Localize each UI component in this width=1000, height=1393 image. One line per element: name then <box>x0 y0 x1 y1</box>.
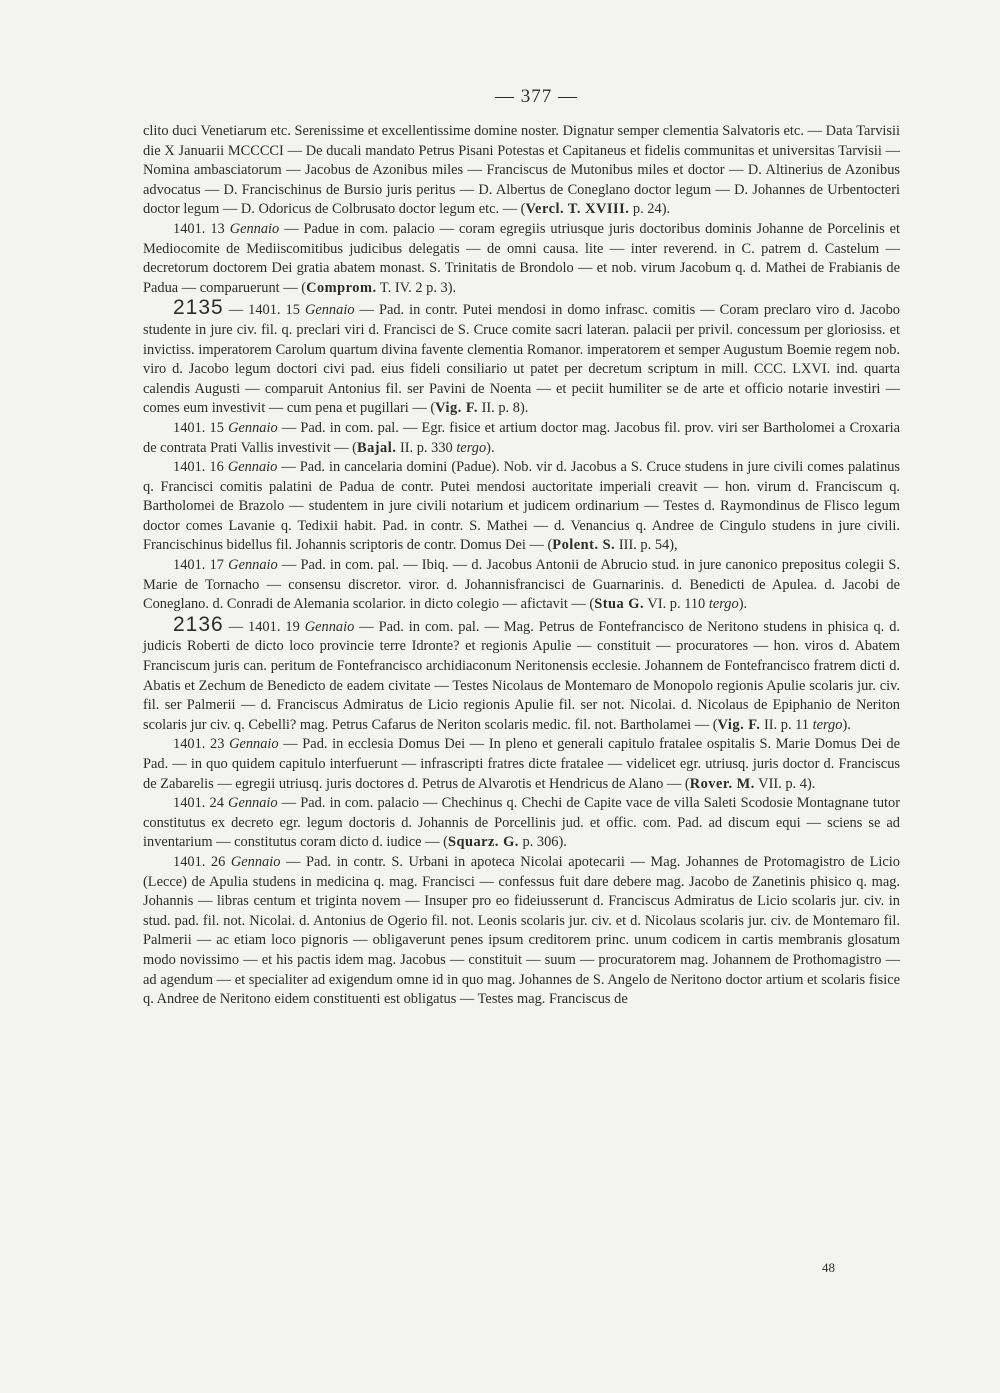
entry-number: 2135 <box>173 296 224 320</box>
paragraph <box>143 853 900 1010</box>
page-number: — 377 — <box>495 86 578 107</box>
italic-text: Gennaio <box>229 220 280 237</box>
italic-text: Gennaio <box>304 618 355 635</box>
text-segment: 1401. 23 <box>173 736 230 753</box>
text-segment: — Pad. in contr. Putei mendosi in domo infrasc. comitis — Coram preclaro viro d. Jacobo studente in jure civ. fil. q. preclari viri d. Francisci de S. Cruce comite sacri lateran. palacii per privil. concessum per gloriosiss. et invictiss. imperatorem Carolum quartum divina favente clementia Romanor. imperatorem et semper Augustum Boemie regem nob. viro d. Jacobo legum doctori civi pad. eius fideli consiliario ut patet per decretum scriptum in mill. CCC. LXVI. ind. quarta calendis Augusti — comparuit Antonius fil. ser Pavini de Noenta — et peciit humiliter se de arte et officio notarie investiri — comes eum investivit — cum pena et pugillari — ( <box>143 302 900 417</box>
text-segment: III. p. 54), <box>615 537 678 554</box>
paragraph <box>143 298 900 419</box>
italic-text: Gennaio <box>228 419 278 436</box>
paragraph <box>143 122 900 220</box>
paragraph <box>143 612 900 736</box>
text-segment: II. p. 8). <box>477 400 529 417</box>
paragraph <box>143 419 900 458</box>
source-reference: Comprom. <box>306 279 377 296</box>
text-segment: 1401. 17 <box>173 557 229 574</box>
paragraph <box>143 556 900 615</box>
text-segment: — Pad. in com. palacio — Chechinus q. Chechi de Capite vace de villa Saleti Scodosie Montagnane tutor constitutus ex decreto egr. legum doctoris d. Johannis de Porcellinis jud. et offic. com. Pad. ad discum equi — sciens se ad inventarium — constitutus coram dicto d. iudice — ( <box>143 795 900 851</box>
text-segment: p. 24). <box>629 201 671 218</box>
source-reference: Vig. F. <box>717 716 761 733</box>
text-segment: ). <box>842 716 851 733</box>
source-reference: Vercl. T. XVIII. <box>525 201 630 218</box>
paragraph <box>143 220 900 298</box>
source-reference: Stua G. <box>594 596 645 613</box>
italic-text: Gennaio <box>228 795 278 812</box>
paragraph <box>143 794 900 853</box>
italic-text: Gennaio <box>228 557 278 574</box>
italic-text: Gennaio <box>230 853 281 870</box>
text-segment: 1401. 26 <box>173 853 231 870</box>
text-segment: VII. p. 4). <box>754 775 816 792</box>
text-segment: VI. p. 110 <box>644 596 709 613</box>
paragraph <box>143 735 900 794</box>
text-segment: — Pad. in com. pal. — Mag. Petrus de Fontefrancisco de Neritono studens in phisica q. d. judicis Roberti de dicto loco provincie terre Idronte? et regionis Apulie — constituit — procuratores — hon. viros d. Abatem Franciscum juris can. peritum de Fontefrancisco archidiaconum Neritonensis ecclesie. Johannem de Fontefrancisco fratrem dicti d. Abatis et Zechum de Benedicto de eadem civitate — Testes Nicolaus de Montemaro de Monopolo regionis Apulie scolaris jur. civ. fil. ser Palmerii — d. Franciscus Admiratus de Licio regionis Apulie fil. ser not. Nicolai. d. Nicolaus de Epiphanio de Neriton scolaris jur civ. q. Cebelli? mag. Petrus Cafarus de Neriton scolaris medic. fil. not. Bartholamei — ( <box>143 618 900 733</box>
entry-number: 2136 <box>173 612 224 636</box>
document-body <box>143 122 900 1010</box>
text-segment: — Pad. in contr. S. Urbani in apoteca Nicolai apotecarii — Mag. Johannes de Protomagistro de Licio (Lecce) de Apulia studens in medicina q. mag. Francisci — confessus fuit dare debere mag. Jacobo de Zanetinis phisico q. mag. Johannis — libras centum et triginta novem — Insuper pro eo fideiusserunt d. Franciscus Admiratus de Licio scolaris jur. civ. in stud. pad. fil. not. Nicolai. d. Antonius de Ogerio fil. not. Leonis scolaris jur. civ. et d. Nicolaus scolaris jur. civ. de Montemaro fil. Palmerii — ac etiam loco pignoris — obligaverunt penes ipsum creditorem princ. unum codicem in cartis membranis glosatum modo novissimo — et his pactis idem mag. Jacobus — constituit — suum — procuratorem mag. Johannem de Prothomagistro — ad agendum — et specialiter ad exigendum omne id in quo mag. Johannes de S. Angelo de Neritono doctor artium et scolaris fisice q. Andree de Neritono eidem constituenti est obligatus — Testes mag. Franciscus de <box>143 853 901 1008</box>
source-reference: Vig. F. <box>435 400 478 417</box>
italic-text: tergo <box>812 716 843 733</box>
text-segment: — Pad. in com. pal. — Egr. fisice et artium doctor mag. Jacobus fil. prov. viri ser Bartholomei a Croxaria de contrata Prati Vallis investivit — ( <box>143 419 900 456</box>
text-segment: II. p. 11 <box>760 716 813 733</box>
italic-text: tergo <box>708 596 739 613</box>
text-segment: — 1401. 15 <box>223 302 305 319</box>
signature-mark: 48 <box>822 1260 835 1275</box>
text-segment: 1401. 13 <box>173 220 230 237</box>
italic-text: Gennaio <box>227 459 278 476</box>
italic-text: tergo <box>456 439 487 456</box>
text-segment: 1401. 15 <box>173 419 229 436</box>
source-reference: Polent. S. <box>552 537 616 554</box>
text-segment: 1401. 16 <box>173 459 228 476</box>
text-segment: T. IV. 2 p. 3). <box>376 279 457 296</box>
source-reference: Bajal. <box>356 439 397 456</box>
text-segment: — 1401. 19 <box>223 618 305 635</box>
text-segment: — Pad. in cancelaria domini (Padue). Nob. vir d. Jacobus a S. Cruce studens in jure civili comes palatinus q. Francisci comitis palatini de Padua de contr. Putei mendosi auctoritate imperiali creavit — hon. virum d. Franciscum q. Bartholomei de Brazolo — studentem in jure civili notarium et judicem ordinarium — Testes d. Raymondinus de Flisco legum doctor comes Lavanie q. Tedixii habit. Pad. in contr. S. Mathei — d. Venancius q. Andree de Cingulo studens in jure civili. Francischinus bidellus fil. Johannis scriptoris de contr. Domus Dei — ( <box>143 459 900 554</box>
paragraph <box>143 458 900 556</box>
text-segment: clito duci Venetiarum etc. Serenissime et excellentissime domine noster. Dignatur semper clementia Salvatoris etc. — Data Tarvisii die X Januarii MCCCCI — De ducali mandato Petrus Pisani Potestas et Capitaneus et fidelis communitas et universitas Tarvisii — Nomina ambasciatorum — Jacobus de Azonibus miles — Franciscus de Mutonibus miles et doctor — D. Altinerius de Azonibus advocatus — D. Francischinus de Bursio juris peritus — D. Albertus de Coneglano doctor legum — D. Johannes de Urbentocteri doctor legum — D. Odoricus de Colbrusato doctor legum etc. — ( <box>143 123 900 218</box>
text-segment: p. 306). <box>518 834 567 851</box>
source-reference: Rover. M. <box>689 775 755 792</box>
text-segment: — Pad. in com. pal. — Ibiq. — d. Jacobus Antonii de Abrucio stud. in jure canonico prepositus colegii S. Marie de Tornacho — consensu discretor. viror. d. Johannisfrancisci de Guarnarinis. d. Benedicti de Apulea. d. Jacobi de Coneglano. d. Conradi de Alemania scolarior. in dicto colegio — afictavit — ( <box>143 557 901 613</box>
italic-text: Gennaio <box>304 302 355 319</box>
text-segment: 1401. 24 <box>173 795 229 812</box>
text-segment: ). <box>486 439 495 456</box>
text-segment: — Padue in com. palacio — coram egregiis utriusque juris doctoribus dominis Johanne de Porcelinis et Mediocomite de Mediiscomitibus judicibus delegatis — de omni causa. lite — inter reverend. in C. patrem d. Castelum — decretorum doctorem Dei gratia abatem monast. S. Trinitatis de Brondolo — et nob. virum Jacobum q. d. Mathei de Frabianis de Padua — comparuerunt — ( <box>143 220 901 296</box>
text-segment: — Pad. in ecclesia Domus Dei — In pleno et generali capitulo fratalee ospitalis S. Marie Domus Dei de Pad. — in quo quidem capitulo interfuerunt — infrascripti fratres dicte fratalee — videlicet egr. utriusq. juris doctor d. Franciscus de Zabarelis — egregii utriusq. juris doctores d. Petrus de Alvarotis et Hendricus de Alano — ( <box>143 736 900 792</box>
text-segment: II. p. 330 <box>396 439 457 456</box>
text-segment: ). <box>738 596 748 613</box>
italic-text: Gennaio <box>229 736 279 753</box>
source-reference: Squarz. G. <box>447 834 519 851</box>
